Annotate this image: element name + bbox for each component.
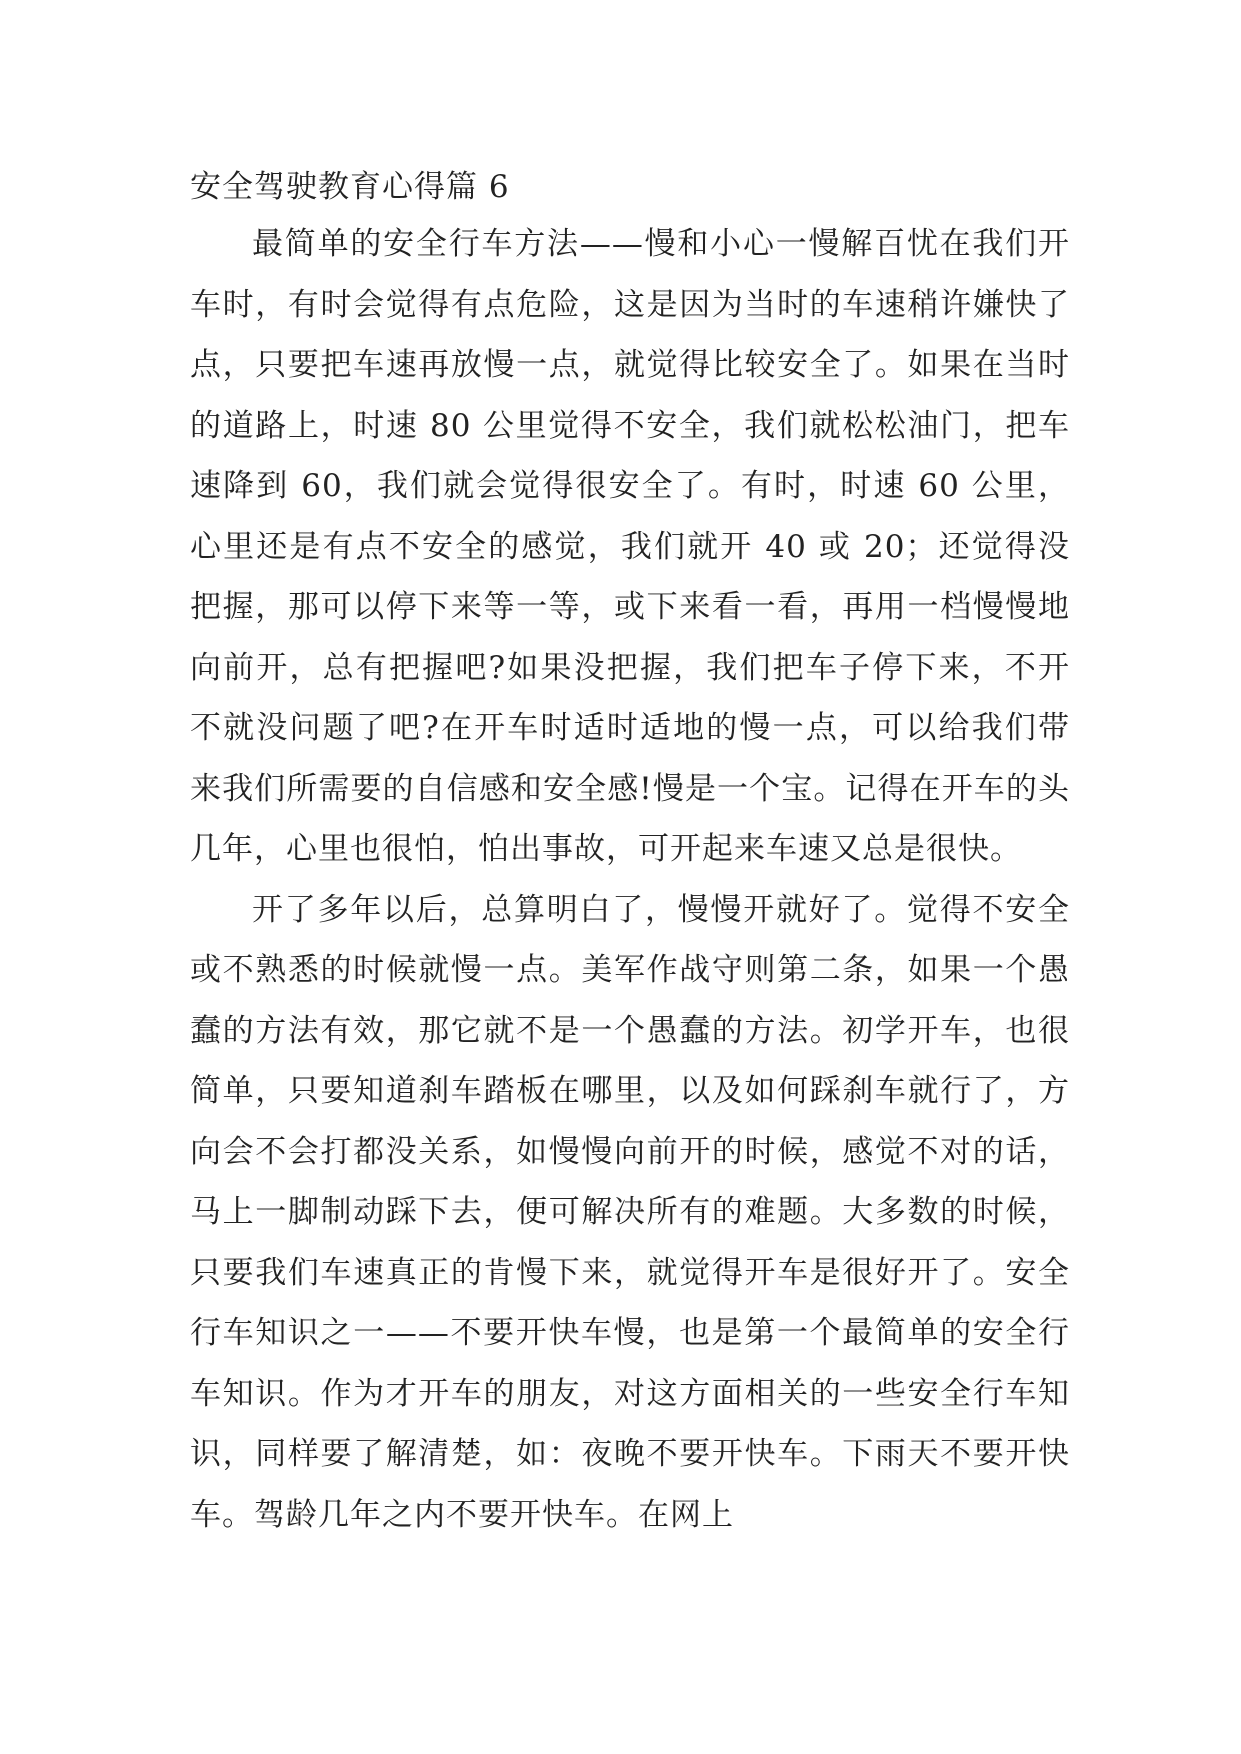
paragraph-2: 开了多年以后，总算明白了，慢慢开就好了。觉得不安全或不熟悉的时候就慢一点。美军作战守则第二条，如果一个愚蠢的方法有效，那它就不是一个愚蠢的方法。初学开车，也很简单，只要知道刹车踏板在哪里，以及如何踩刹车就行了，方向会不会打都没关系，如慢慢向前开的时候，感觉不对的话，马上一脚制动踩下去，便可解决所有的难题。大多数的时候，只要我们车速真正的肯慢下来，就觉得开车是很好开了。安全行车知识之一——不要开快车慢，也是第一个最简单的安全行车知识。作为才开车的朋友，对这方面相关的一些安全行车知识，同样要了解清楚，如：夜晚不要开快车。下雨天不要开快车。驾龄几年之内不要开快车。在网上 xyxy=(190,891,1070,1533)
document-body xyxy=(190,160,1070,1545)
document-title: 安全驾驶教育心得篇 6 xyxy=(190,169,510,205)
paragraph-1: 最简单的安全行车方法——慢和小心一慢解百忧在我们开车时，有时会觉得有点危险，这是因为当时的车速稍许嫌快了点，只要把车速再放慢一点，就觉得比较安全了。如果在当时的道路上，时速 80 公里觉得不安全，我们就松松油门，把车速降到 60，我们就会觉得很安全了。有时，时速 60 公里，心里还是有点不安全的感觉，我们就开 40 或 20；还觉得没把握，那可以停下来等一等，或下来看一看，再用一档慢慢地向前开，总有把握吧?如果没把握，我们把车子停下来，不开不就没问题了吧?在开车时适时适地的慢一点，可以给我们带来我们所需要的自信感和安全感!慢是一个宝。记得在开车的头几年，心里也很怕，怕出事故，可开起来车速又总是很快。 xyxy=(190,226,1070,867)
